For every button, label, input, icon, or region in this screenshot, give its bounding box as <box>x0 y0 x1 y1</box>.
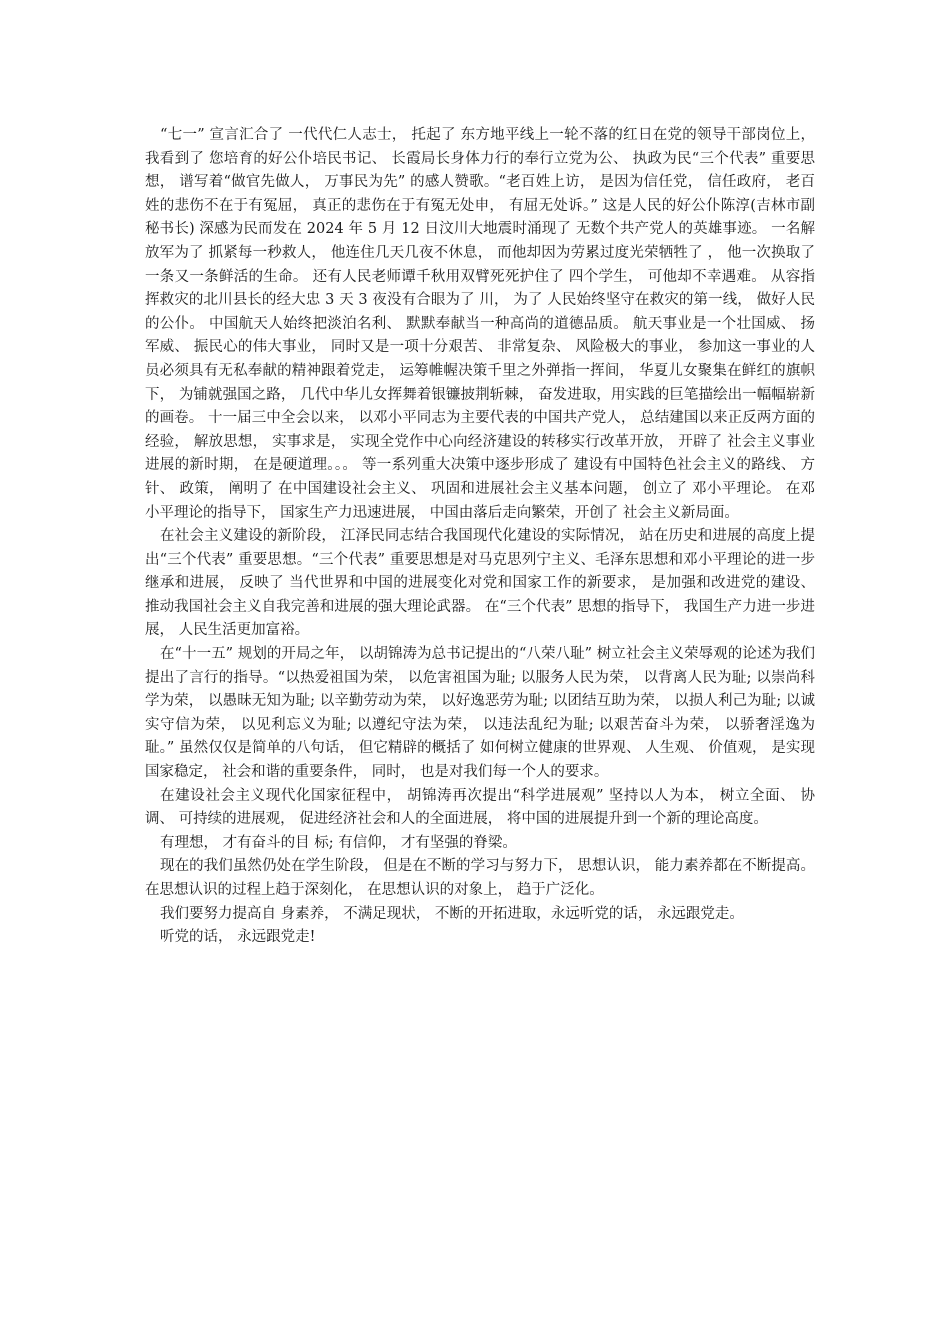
paragraph-7: 我们要努力提高自 身素养， 不满足现状， 不断的开拓进取，永远听党的话， 永远跟党走。 <box>160 905 744 922</box>
paragraph-2: 在社会主义建设的新阶段， 江泽民同志结合我国现代化建设的实际情况， 站在历史和进展的高度上提出“三个代表” 重要思想。“三个代表” 重要思想是对马克思列宁主义、毛泽东思想和邓小平理论的进一步继承和进展， 反映了 当代世界和中国的进展变化对党和国家工作的新要求， 是加强和改进党的建设、 推动我国社会主义自我完善和进展的强大理论武器。 在“三个代表” 思想的指导下， 我国生产力进一步进展， 人民生活更加富裕。 <box>145 528 815 639</box>
paragraph-4: 在建设社会主义现代化国家征程中， 胡锦涛再次提出“科学进展观” 坚持以人为本， 树立全面、 协调、 可持续的进展观， 促进经济社会和人的全面进展， 将中国的进展提升到一个新的理论高度。 <box>145 787 815 828</box>
paragraph-5: 有理想， 才有奋斗的目 标; 有信仰， 才有坚强的脊梁。 <box>160 834 517 851</box>
paragraph-6: 现在的我们虽然仍处在学生阶段， 但是在不断的学习与努力下， 思想认识， 能力素养都在不断提高。 在思想认识的过程上趋于深刻化， 在思想认识的对象上， 趋于广泛化。 <box>145 858 815 898</box>
paragraph-1: “七一” 宣言汇合了 一代代仁人志士， 托起了 东方地平线上一轮不落的红日在党的领导干部岗位上， 我看到了 您培育的好公仆培民书记、 长霞局长身体力行的奉行立党为公、 执政为民“三个代表” 重要思想， 谱写着“做官先做人， 万事民为先” 的感人赞歌。“老百姓上访， 是因为信任党， 信任政府， 老百姓的悲伤不在于有冤屈， 真正的悲伤在于有冤无处申， 有屈无处诉。” 这是人民的好公仆陈淳(吉林市副秘书长) 深感为民而发在 2024 年 5 月 12 日汶川大地震时涌现了 无数个共产党人的英雄事迹。 一名解放军为了 抓紧每一秒救人， 他连住几天几夜不休息， 而他却因为劳累过度光荣牺牲了 ， 他一次换取了 一条又一条鲜活的生命。 还有人民老师谭千秋用双臂死死护住了 四个学生， 可他却不幸遇难。 从容指挥救灾的北川县长的经大忠 3 天 3 夜没有合眼为了 川， 为了 人民始终坚守在救灾的第一线， 做好人民的公仆。 中国航天人始终把淡泊名利、 默默奉献当一种高尚的道德品质。 航天事业是一个壮国威、 扬军威、 振民心的伟大事业， 同时又是一项十分艰苦、 非常复杂、 风险极大的事业， 参加这一事业的人员必须具有无私奉献的精神跟着党走， 运筹帷幄决策千里之外弹指一挥间， 华夏儿女聚集在鲜红的旗帜下， 为铺就强国之路， 几代中华儿女挥舞着银镰披荆斩棘， 奋发进取，用实践的巨笔描绘出一幅幅崭新的画卷。 十一届三中全会以来， 以邓小平同志为主要代表的中国共产党人， 总结建国以来正反两方面的经验， 解放思想， 实事求是， 实现全党作中心向经济建设的转移实行改革开放， 开辟了 社会主义事业进展的新时期， 在是硬道理。。。 等一系列重大决策中逐步形成了 建设有中国特色社会主义的路线、 方针、 政策， 阐明了 在中国建设社会主义、 巩固和进展社会主义基本问题， 创立了 邓小平理论。 在邓小平理论的指导下， 国家生产力迅速进展， 中国由落后走向繁荣，开创了 社会主义新局面。 <box>145 127 815 521</box>
paragraph-8: 听党的话， 永远跟党走! <box>160 929 316 946</box>
paragraph-3: 在“十一五” 规划的开局之年， 以胡锦涛为总书记提出的“八荣八耻” 树立社会主义荣辱观的论述为我们提出了言行的指导。“以热爱祖国为荣， 以危害祖国为耻; 以服务人民为荣， 以背离人民为耻; 以崇尚科学为荣， 以愚昧无知为耻; 以辛勤劳动为荣， 以好逸恶劳为耻; 以团结互助为荣， 以损人利己为耻; 以诚实守信为荣， 以见利忘义为耻; 以遵纪守法为荣， 以违法乱纪为耻; 以艰苦奋斗为荣， 以骄奢淫逸为耻。” 虽然仅仅是简单的八句话， 但它精辟的概括了 如何树立健康的世界观、 人生观、 价值观， 是实现国家稳定， 社会和谐的重要条件， 同时， 也是对我们每一个人的要求。 <box>145 646 815 781</box>
essay-body <box>145 124 815 950</box>
